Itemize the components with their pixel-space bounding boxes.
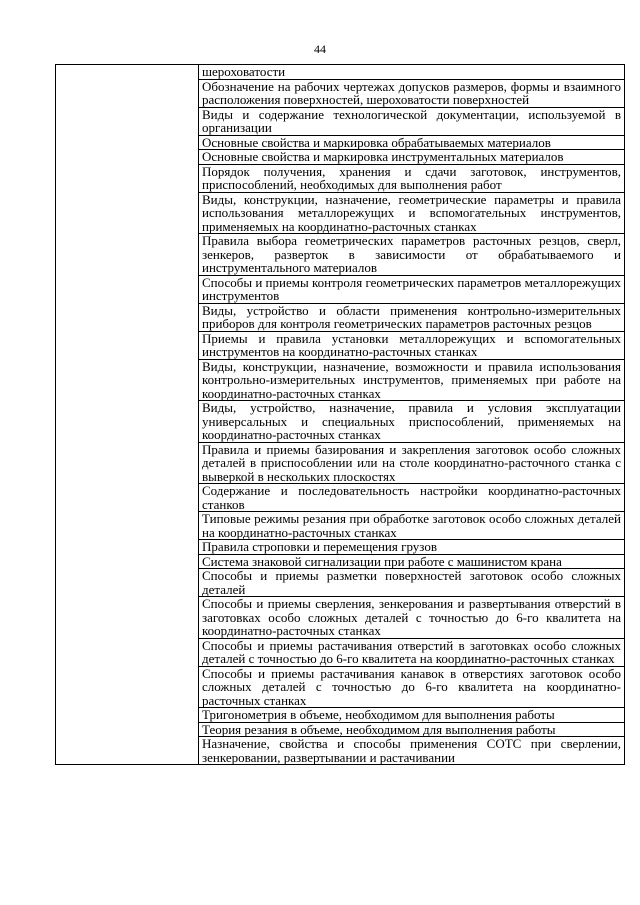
table-cell: Способы и приемы растачивания отверстий в заготовках особо сложных деталей с точностью до 6-го квалитета на координатно-расточных станках <box>199 638 625 666</box>
table-row <box>56 65 625 80</box>
table-cell: Обозначение на рабочих чертежах допусков размеров, формы и взаимного расположения поверхностей, шероховатости поверхностей <box>199 79 625 107</box>
table-cell: Правила и приемы базирования и закрепления заготовок особо сложных деталей в приспособлении или на столе координатно-расточного станка с выверкой в нескольких плоскостях <box>199 442 625 484</box>
table-cell: Основные свойства и маркировка инструментальных материалов <box>199 150 625 165</box>
table-cell: Система знаковой сигнализации при работе с машинистом крана <box>199 554 625 569</box>
table-cell: Виды, устройство и области применения контрольно-измерительных приборов для контроля геометрических параметров расточных резцов <box>199 303 625 331</box>
table-cell: Способы и приемы контроля геометрических параметров металлорежущих инструментов <box>199 275 625 303</box>
table-cell: Правила строповки и перемещения грузов <box>199 540 625 555</box>
table-cell: Назначение, свойства и способы применения СОТС при сверлении, зенкеровании, развертывании и растачивании <box>199 737 625 765</box>
table-cell: Виды и содержание технологической документации, используемой в организации <box>199 107 625 135</box>
table-cell: Типовые режимы резания при обработке заготовок особо сложных деталей на координатно-расточных станках <box>199 512 625 540</box>
table-cell: Содержание и последовательность настройки координатно-расточных станков <box>199 484 625 512</box>
table-cell: Виды, устройство, назначение, правила и условия эксплуатации универсальных и специальных приспособлений, применяемых на координатно-расточных станках <box>199 401 625 443</box>
empty-label-column <box>56 65 199 765</box>
table-cell: Способы и приемы разметки поверхностей заготовок особо сложных деталей <box>199 569 625 597</box>
table-cell: Основные свойства и маркировка обрабатываемых материалов <box>199 135 625 150</box>
table-cell: Способы и приемы растачивания канавок в отверстиях заготовок особо сложных деталей с точностью до 6-го квалитета на координатно-расточных станках <box>199 666 625 708</box>
table-cell: Приемы и правила установки металлорежущих и вспомогательных инструментов на координатно-расточных станках <box>199 331 625 359</box>
table-cell: Правила выбора геометрических параметров расточных резцов, сверл, зенкеров, разверток в зависимости от обрабатываемого и инструментального материалов <box>199 234 625 276</box>
table-cell: Порядок получения, хранения и сдачи заготовок, инструментов, приспособлений, необходимых для выполнения работ <box>199 164 625 192</box>
table-cell: Тригонометрия в объеме, необходимом для выполнения работы <box>199 708 625 723</box>
table-cell: Теория резания в объеме, необходимом для выполнения работы <box>199 722 625 737</box>
table-cell: шероховатости <box>199 65 625 80</box>
page-number: 44 <box>314 42 326 56</box>
requirements-table <box>55 64 625 765</box>
table-cell: Способы и приемы сверления, зенкерования и развертывания отверстий в заготовках особо сложных деталей с точностью до 6-го квалитета на координатно-расточных станках <box>199 597 625 639</box>
table-cell: Виды, конструкции, назначение, возможности и правила использования контрольно-измерительных инструментов, применяемых при работе на координатно-расточных станках <box>199 359 625 401</box>
table-cell: Виды, конструкции, назначение, геометрические параметры и правила использования металлорежущих и вспомогательных инструментов, применяемых на координатно-расточных станках <box>199 192 625 234</box>
